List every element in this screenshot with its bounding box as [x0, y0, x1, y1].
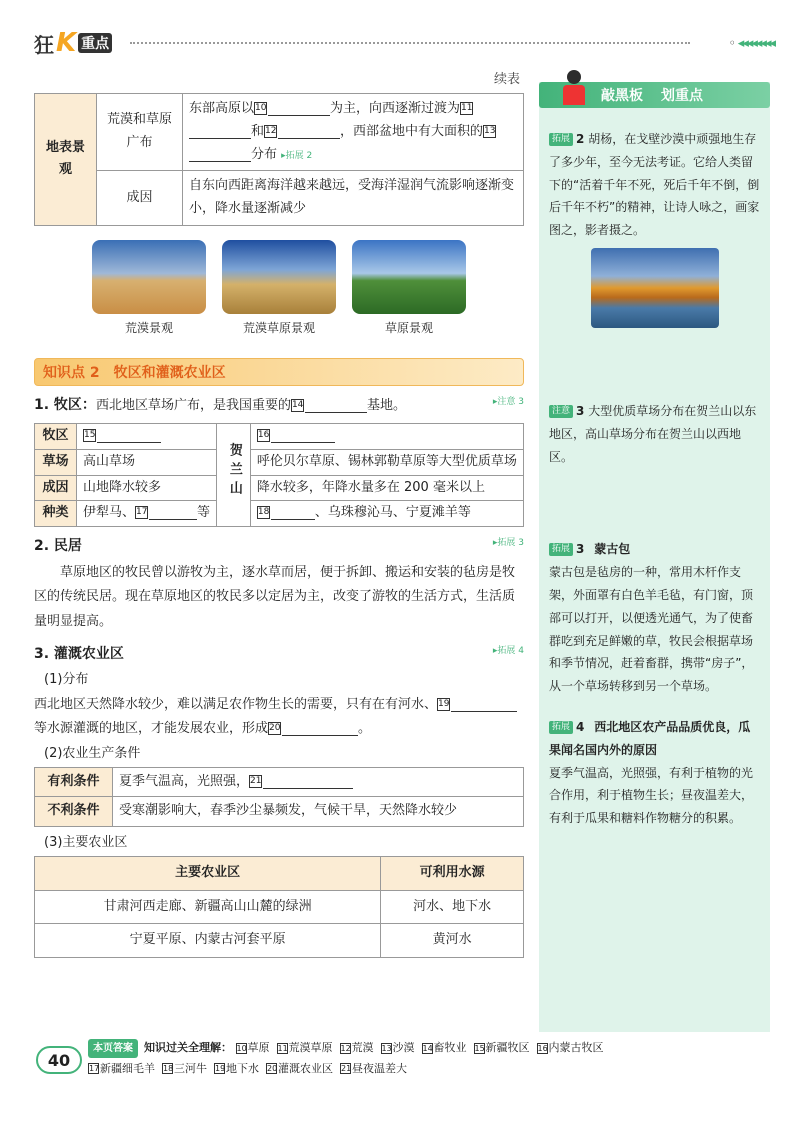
sidebar-note: 拓展 3 蒙古包 蒙古包是毡房的一种，常用木杆作支架，外面罩有白色羊毛毡，有门窗，顶部可以打开，以便透光通气，为了使畜群吃到充足鲜嫩的草，牧民会根据草场和季节情况，赶着畜群，携带“房子”，从一个草场转移到另一个草场。 — [549, 542, 754, 694]
blank-number: 15 — [84, 430, 96, 441]
photo-caption: 荒漠景观 — [124, 320, 173, 335]
badge-extension: 拓展 — [549, 721, 573, 734]
distribution-paragraph: 西北地区天然降水较少，难以满足农作物生长的需要，只有在有河水、19等水源灌溉的地区，才能发展农业，形成20 。 — [34, 693, 524, 742]
extension-tag: ▸拓展 4 — [492, 645, 524, 656]
fill-blank[interactable] — [271, 505, 315, 520]
row-label: 不利条件 — [35, 797, 113, 827]
table-row: 甘肃河西走廊、新疆高山山麓的绿洲 河水、地下水 — [35, 890, 524, 924]
fill-blank[interactable] — [271, 428, 335, 443]
blank-number: 11 — [461, 103, 473, 113]
logo-badge: 重点 — [78, 33, 112, 53]
row-label: 荒漠和草原广布 — [97, 94, 183, 171]
desert-steppe-photo — [222, 240, 336, 314]
sidebar-note: 注意 3 大型优质草场分布在贺兰山以东地区，高山草场分布在贺兰山以西地区。 — [549, 403, 757, 464]
conditions-table: 有利条件 夏季气温高，光照强，21 不利条件 受寒潮影响大，春季沙尘暴频发，气候干旱，天然降水较少 — [34, 767, 524, 828]
fill-blank[interactable] — [278, 124, 340, 139]
answer-item: 16内蒙古牧区 — [537, 1041, 604, 1054]
helan-mountain-label: 贺兰山 — [217, 424, 251, 527]
logo — [34, 30, 112, 56]
logo-k: K — [56, 28, 77, 58]
answer-item: 17新疆细毛羊 — [89, 1061, 155, 1075]
row-label: 成因 — [35, 475, 77, 501]
teacher-icon — [561, 70, 587, 106]
photo-caption: 草原景观 — [384, 320, 433, 335]
row-label: 成因 — [97, 171, 183, 226]
column-header: 可利用水源 — [381, 856, 524, 890]
answer-footer: 本页答案 知识过关全理解： 10草原 11荒漠草原 12荒漠 13沙漠 14畜牧业 15新疆牧区 16内蒙古牧区 17新疆细毛羊 18三河牛 19地下水 20灌溉农业区 21昼夜温差大 — [89, 1041, 604, 1075]
continued-label: 续表 — [493, 72, 520, 87]
desert-photo — [92, 240, 206, 314]
blank-number: 19 — [438, 698, 450, 709]
sidebar-header: 敲黑板 划重点 — [539, 82, 770, 108]
badge-extension: 拓展 — [549, 133, 573, 146]
answer-badge: 本页答案 — [88, 1039, 138, 1058]
photo-caption: 荒漠草原景观 — [242, 320, 315, 335]
badge-extension: 拓展 — [549, 543, 573, 556]
column-header: 主要农业区 — [35, 856, 381, 890]
page-header — [34, 30, 774, 60]
subheading: (3)主要农业区 — [44, 835, 128, 851]
note-tag: ▸注意 3 — [492, 396, 524, 407]
answer-item: 12荒漠 — [340, 1041, 374, 1054]
answer-item: 13沙漠 — [381, 1041, 415, 1054]
blank-number: 20 — [269, 723, 281, 734]
arrow-chevrons-icon: ◦ ◂◂◂◂◂◂◂◂ — [728, 36, 774, 51]
row-content: 东部高原以10 为主，向西逐渐过渡为11和12 ，西部盆地中有大面积的13分布 ▸拓展 2 — [183, 94, 524, 171]
agriculture-areas-table — [34, 856, 524, 958]
landscape-table — [34, 93, 524, 226]
row-content: 自东向西距离海洋越来越远，受海洋湿润气流影响逐渐变小，降水量逐渐减少 — [183, 171, 524, 226]
subheading: (1)分布 — [44, 671, 89, 687]
blank-number: 21 — [250, 775, 262, 786]
fill-blank[interactable] — [149, 505, 197, 520]
blank-number: 10 — [255, 103, 267, 113]
section-dwelling: 2. 民居 ▸拓展 3 — [34, 533, 524, 560]
fill-blank[interactable] — [97, 428, 161, 443]
key-points-sidebar — [539, 82, 770, 1032]
row-header: 地表景观 — [35, 94, 97, 226]
fill-blank[interactable] — [282, 721, 358, 736]
table-row: 宁夏平原、内蒙古河套平原 黄河水 — [35, 924, 524, 958]
extension-tag: ▸拓展 3 — [492, 538, 524, 549]
fill-blank[interactable] — [268, 101, 330, 116]
pastoral-table: 牧区 15 贺兰山 16 草场 高山草场 呼伦贝尔草原、锡林郭勒草原等大型优质草场 成因 山地降水较多 降水较多，年降水量多在 200 毫米以上 种类 伊犁马、17 等 18 、乌珠穆沁马、宁夏滩羊等 — [34, 423, 524, 527]
photo-item — [222, 240, 336, 336]
grassland-photo — [352, 240, 466, 314]
blank-number: 18 — [257, 507, 270, 518]
photo-row — [92, 240, 524, 336]
fill-blank[interactable] — [263, 774, 353, 789]
blank-number: 17 — [136, 507, 148, 518]
row-label: 种类 — [35, 501, 77, 527]
blank-number: 13 — [484, 125, 496, 136]
sidebar-note: 拓展 2 胡杨，在戈壁沙漠中顽强地生存了多少年，至今无法考证。它给人类留下的“活着千年不死，死后千年不倒，倒后千年不朽”的精神，让诗人咏之，画家图之，影者摄之。 — [549, 132, 760, 238]
blank-number: 14 — [291, 399, 304, 410]
fill-blank[interactable] — [189, 147, 251, 162]
populus-photo — [591, 248, 719, 328]
row-label: 草场 — [35, 449, 77, 475]
photo-item — [92, 240, 206, 336]
fill-blank[interactable] — [305, 398, 367, 413]
dwelling-paragraph: 草原地区的牧民曾以游牧为主，逐水草而居，便于拆卸、搬运和安装的毡房是牧区的传统民居。现在草原地区的牧民多以定居为主，改变了游牧的生活方式，生活质量明显提高。 — [34, 564, 516, 629]
sidebar-note: 拓展 4 西北地区农产品品质优良，瓜果闻名国内外的原因 夏季气温高，光照强，有利于植物的光合作用，利于植物生长；昼夜温差大，有利于瓜果和糖料作物糖分的积累。 — [549, 719, 754, 826]
answer-item: 20灌溉农业区 — [267, 1061, 333, 1075]
header-divider — [130, 42, 690, 44]
main-content — [34, 68, 524, 958]
answer-item: 15新疆牧区 — [474, 1041, 530, 1054]
row-label: 有利条件 — [35, 767, 113, 797]
knowledge-point-title: 知识点 2 牧区和灌溉农业区 — [34, 358, 524, 386]
answer-item: 21昼夜温差大 — [341, 1061, 407, 1075]
answer-item: 10草原 — [236, 1041, 270, 1054]
badge-attention: 注意 — [549, 405, 573, 418]
answer-item: 14畜牧业 — [422, 1041, 467, 1054]
subheading: (2)农业生产条件 — [44, 745, 141, 761]
photo-item — [352, 240, 466, 336]
blank-number: 16 — [257, 430, 270, 441]
extension-tag: ▸拓展 2 — [281, 150, 313, 161]
answer-item: 19地下水 — [215, 1061, 259, 1075]
answer-item: 18三河牛 — [163, 1061, 207, 1075]
answer-item: 11荒漠草原 — [277, 1041, 333, 1054]
blank-number: 12 — [265, 125, 277, 136]
fill-blank[interactable] — [189, 124, 251, 139]
section-irrigation: 3. 灌溉农业区 ▸拓展 4 — [34, 641, 524, 668]
section-pastoral: 1. 牧区：西北地区草场广布，是我国重要的14 基地。 ▸注意 3 — [34, 392, 524, 419]
fill-blank[interactable] — [451, 697, 517, 712]
page-number: 40 — [36, 1046, 82, 1074]
row-label: 牧区 — [35, 424, 77, 450]
logo-text: 狂 — [34, 32, 54, 57]
